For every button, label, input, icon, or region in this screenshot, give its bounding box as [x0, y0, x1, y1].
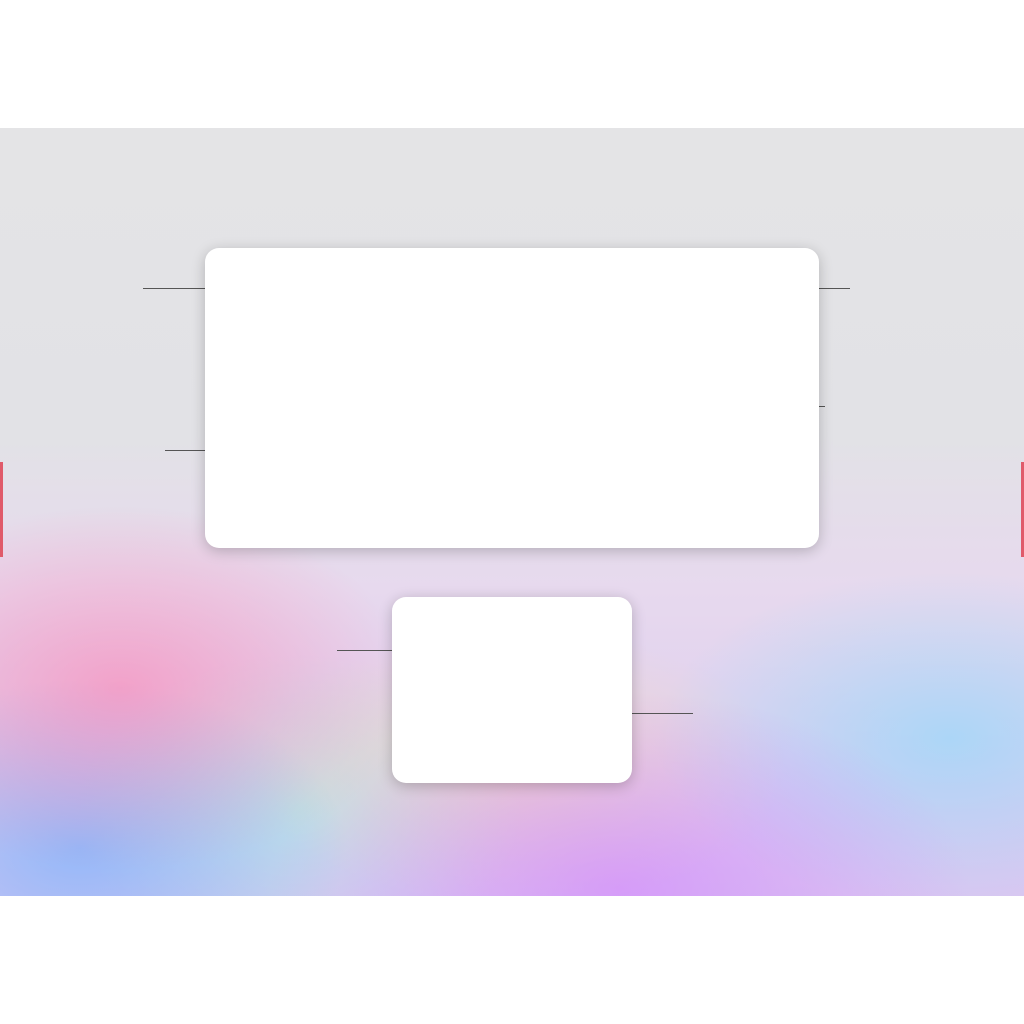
portfolio-card — [205, 248, 819, 548]
best-holdings-table — [416, 714, 608, 723]
breakdown-header-row — [229, 410, 795, 420]
col-header — [480, 714, 544, 723]
col-header — [370, 410, 417, 420]
left-edge-accent — [0, 462, 3, 557]
col-header — [653, 410, 700, 420]
col-header — [701, 410, 748, 420]
col-header — [544, 655, 608, 664]
col-header — [465, 410, 512, 420]
col-header — [544, 714, 608, 723]
connector-line — [143, 288, 209, 289]
best-holdings-header — [416, 714, 608, 723]
col-header — [418, 410, 465, 420]
holdings-card — [392, 597, 632, 783]
top-holdings-table — [416, 655, 608, 664]
col-header — [606, 410, 653, 420]
col-header — [323, 410, 370, 420]
col-header — [512, 410, 559, 420]
col-header — [748, 410, 795, 420]
col-header — [276, 410, 323, 420]
top-holdings-header — [416, 655, 608, 664]
breakdown-table — [229, 410, 795, 420]
col-header — [480, 655, 544, 664]
col-header — [559, 410, 606, 420]
col-header — [416, 655, 480, 664]
col-header — [416, 714, 480, 723]
col-header — [229, 410, 276, 420]
